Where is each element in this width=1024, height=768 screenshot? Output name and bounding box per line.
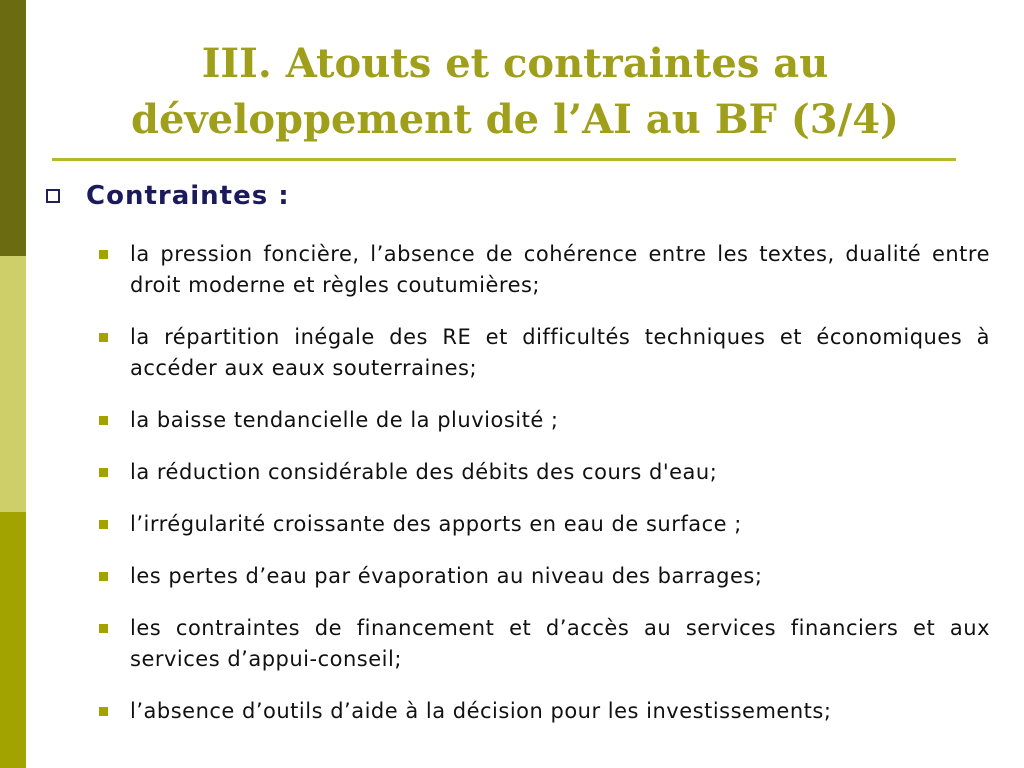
- square-icon: [99, 707, 108, 716]
- list-item-text: la répartition inégale des RE et difficultés techniques et économiques à accéder aux eaux souterraines;: [130, 325, 990, 380]
- list-item: [97, 239, 990, 301]
- side-stripe-middle: [0, 256, 26, 512]
- hollow-square-icon: [46, 189, 60, 203]
- list-item: [97, 322, 990, 384]
- list-item-text: la baisse tendancielle de la pluviosité ;: [130, 408, 559, 432]
- square-icon: [99, 333, 108, 342]
- side-stripe-bottom: [0, 512, 26, 768]
- list-item: [97, 696, 990, 727]
- list-item: [97, 457, 990, 488]
- slide-title: [40, 36, 990, 148]
- list-item-text: l’absence d’outils d’aide à la décision pour les investissements;: [130, 699, 832, 723]
- list-item: [97, 405, 990, 436]
- list-item: [97, 561, 990, 592]
- square-icon: [99, 520, 108, 529]
- square-icon: [99, 572, 108, 581]
- title-divider: [52, 158, 956, 161]
- square-icon: [99, 624, 108, 633]
- constraints-list: [97, 239, 990, 748]
- section-heading-row: [46, 176, 290, 216]
- square-icon: [99, 468, 108, 477]
- list-item: [97, 509, 990, 540]
- side-stripe-top: [0, 0, 26, 256]
- list-item-text: la pression foncière, l’absence de cohérence entre les textes, dualité entre droit moderne et règles coutumières;: [130, 242, 990, 297]
- list-item: [97, 613, 990, 675]
- list-item-text: l’irrégularité croissante des apports en eau de surface ;: [130, 512, 742, 536]
- slide-title-line-2: développement de l’AI au BF (3/4): [131, 96, 899, 143]
- list-item-text: la réduction considérable des débits des cours d'eau;: [130, 460, 718, 484]
- square-icon: [99, 416, 108, 425]
- list-item-text: les contraintes de financement et d’accès au services financiers et aux services d’appui-conseil;: [130, 616, 990, 671]
- section-heading: Contraintes :: [86, 181, 290, 211]
- list-item-text: les pertes d’eau par évaporation au niveau des barrages;: [130, 564, 763, 588]
- square-icon: [99, 250, 108, 259]
- slide-title-line-1: III. Atouts et contraintes au: [201, 40, 829, 87]
